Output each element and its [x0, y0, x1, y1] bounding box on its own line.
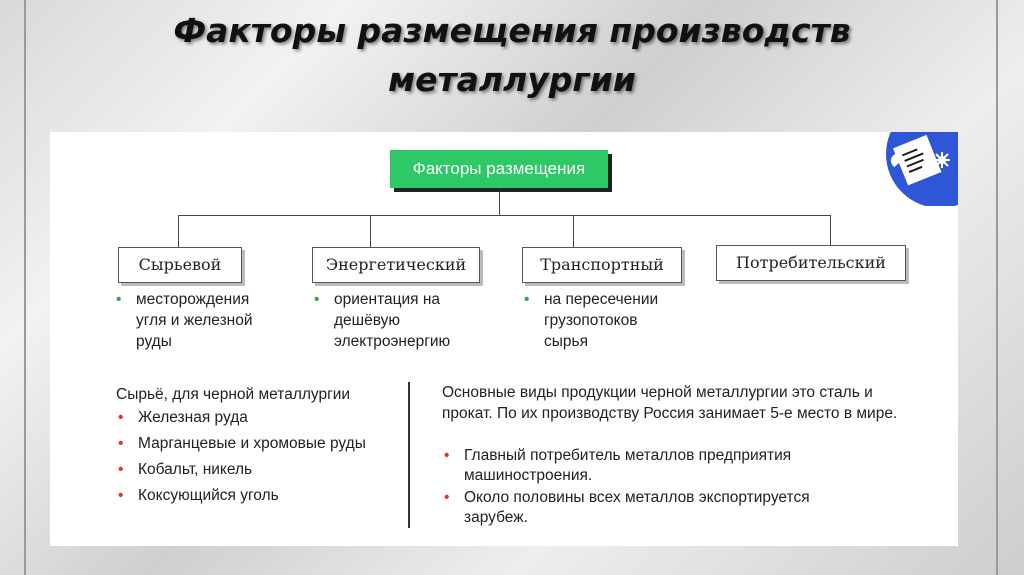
list-item: • ориентация на дешёвую электроэнергию	[314, 291, 451, 350]
slide-title	[0, 6, 1024, 104]
transport-factor-list	[524, 289, 664, 352]
list-item: • месторождения угля и железной руды	[116, 291, 253, 350]
list-item: • Марганцевые и хромовые руды	[118, 435, 366, 452]
bullet-icon: •	[118, 409, 124, 426]
bullet-icon: •	[314, 291, 320, 308]
list-item: • Около половины всех металлов экспортируется зарубеж.	[444, 489, 810, 526]
bullet-icon: •	[116, 291, 122, 308]
column-divider	[408, 382, 410, 528]
list-item: • Коксующийся уголь	[118, 487, 279, 504]
energy-factor-list	[314, 289, 484, 352]
diagram-panel	[50, 132, 958, 546]
list-item: • Кобальт, никель	[118, 461, 253, 478]
factor-box-raw: Сырьевой	[118, 247, 242, 283]
factor-box-transport: Транспортный	[522, 247, 682, 283]
raw-materials-list	[116, 408, 406, 506]
products-list	[442, 446, 862, 528]
connector-4	[830, 215, 831, 247]
document-badge-icon	[870, 132, 958, 206]
bullet-icon: •	[524, 291, 530, 308]
list-item: • Главный потребитель металлов предприятия машиностроения.	[444, 447, 792, 484]
bullet-icon: •	[444, 489, 450, 506]
bullet-icon: •	[118, 487, 124, 504]
bullet-icon: •	[444, 447, 450, 464]
connector-2	[370, 215, 371, 247]
products-intro: Основные виды продукции черной металлургии это сталь и прокат. По их производству Россия занимает 5-е место в мире.	[442, 384, 898, 422]
branch-connector	[178, 215, 830, 216]
list-item: • Железная руда	[118, 409, 248, 426]
factor-box-energy: Энергетический	[312, 247, 480, 283]
slide-title-line-2: металлургии	[388, 60, 636, 99]
list-item: • на пересечении грузопотоков сырья	[524, 291, 659, 350]
bullet-icon: •	[118, 461, 124, 478]
root-node: Факторы размещения	[390, 150, 608, 188]
slide-title-line-1: Факторы размещения производств	[173, 11, 851, 50]
raw-materials-heading: Сырьё, для черной металлургии	[116, 386, 351, 403]
factor-box-consumer: Потребительский	[716, 245, 906, 281]
root-connector	[499, 191, 500, 215]
connector-1	[178, 215, 179, 247]
connector-3	[573, 215, 574, 247]
bullet-icon: •	[118, 435, 124, 452]
raw-factor-list	[116, 289, 276, 352]
